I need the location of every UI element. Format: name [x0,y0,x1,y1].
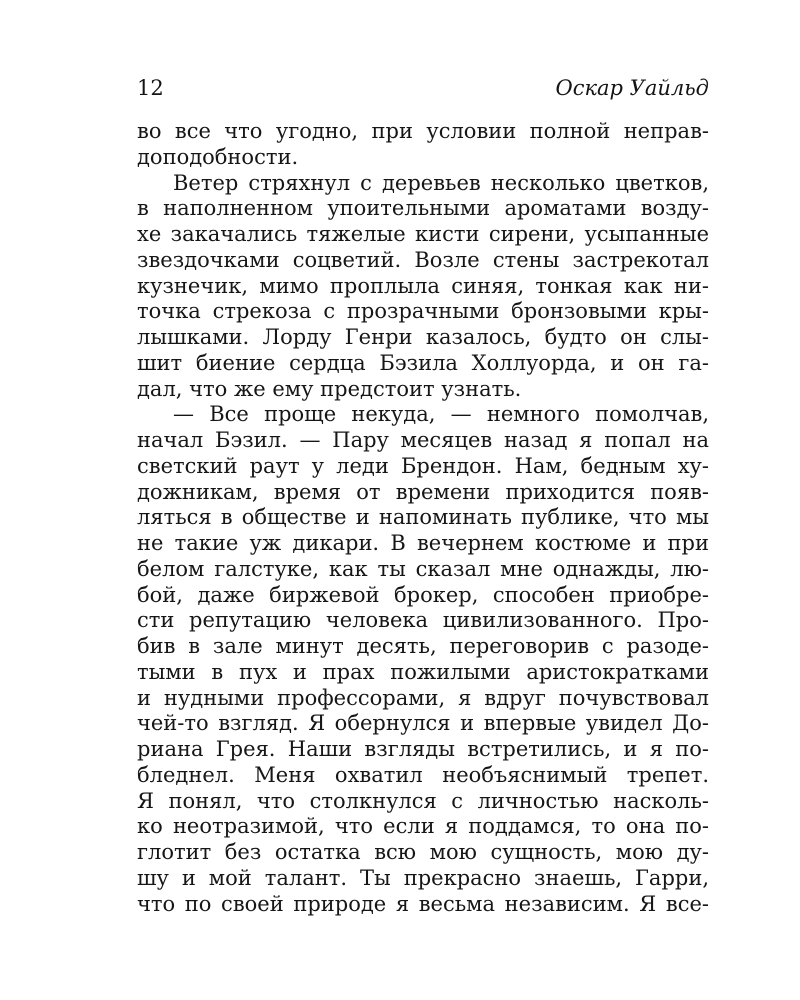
text-line: лышками. Лорду Генри казалось, будто он слы- [137,325,709,349]
text-line: кузнечик, мимо проплыла синяя, тонкая как ни- [137,273,709,298]
text-line: шу и мой талант. Ты прекрасно знаешь, Гарри, [137,865,709,890]
text-line: Ветер стряхнул с деревьев несколько цветков, [173,170,709,195]
text-line: риана Грея. Наши взгляды встретились, и я по- [137,737,709,761]
text-line: глотит без остатка всю мою сущность, мою ду- [137,840,709,864]
text-line: Я понял, что столкнулся с личностью насколь- [137,788,709,813]
text-line: дал, что же ему предстоит узнать. [137,376,522,401]
text-line: шит биение сердца Бэзила Холлуорда, и он га- [137,350,709,375]
page-number: 12 [137,76,164,100]
text-line: в наполненном упоительными ароматами возду- [137,196,709,221]
text-line: дожникам, время от времени приходится появ- [137,479,709,504]
text-line: белом галстуке, как ты сказал мне однажды, лю- [137,556,709,581]
text-line: светский раут у леди Брендон. Нам, бедным ху- [137,453,709,478]
running-title: Оскар Уайльд [555,76,709,100]
text-line: хе закачались тяжелые кисти сирени, усыпанные [137,222,709,246]
text-line: что по своей природе я весьма независим. Я все- [137,891,709,916]
page-header [137,74,709,104]
text-line: бив в зале минут десять, переговорив с разоде- [137,634,709,658]
text-line: и нудными профессорами, я вдруг почувствовал [137,685,709,710]
text-line: бледнел. Меня охватил необъяснимый трепет. [137,762,709,787]
text-line: тыми в пух и прах пожилыми аристократками [137,659,709,684]
text-line: доподобности. [137,144,299,169]
text-line: точка стрекоза с прозрачными бронзовыми кры- [137,299,709,324]
text-line: сти репутацию человека цивилизованного. Про- [137,608,709,633]
text-line: — Все проще некуда, — немного помолчав, [173,402,709,427]
text-line: ко неотразимой, что если я поддамся, то она по- [137,814,709,839]
body-text [137,119,709,917]
text-line: чей-то взгляд. Я обернулся и впервые увидел До- [137,711,709,736]
text-line: бой, даже биржевой брокер, способен приобре- [137,582,709,607]
text-line: не такие уж дикари. В вечернем костюме и при [137,531,709,555]
text-line: ляться в обществе и напоминать публике, что мы [137,505,709,530]
text-line: начал Бэзил. — Пару месяцев назад я попал на [137,428,709,452]
text-line: звездочками соцветий. Возле стены застрекотал [137,247,709,272]
text-line: во все что угодно, при условии полной неправ- [137,119,709,143]
